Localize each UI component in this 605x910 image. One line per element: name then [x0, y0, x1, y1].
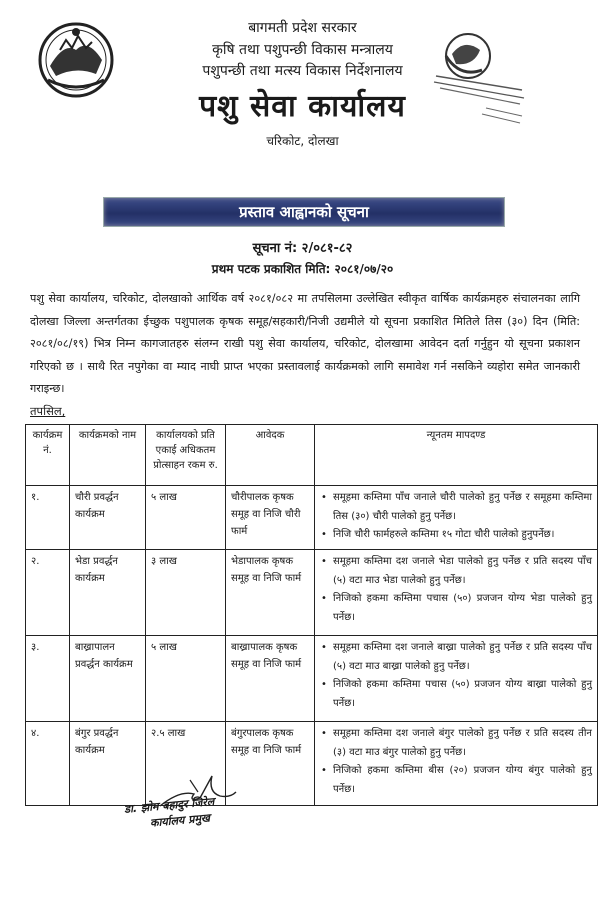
program-amount: ३ लाख	[146, 550, 226, 636]
program-criteria	[315, 722, 598, 806]
program-name: भेडा प्रवर्द्धन कार्यक्रम	[70, 550, 146, 636]
criteria-item: • निजि चौरी फार्महरुले कम्तिमा १५ गोटा चौरी पालेको हुनुपर्नेछ।	[330, 526, 592, 545]
signatory-name: डा. झोम बहादुर जिरेल	[123, 795, 215, 816]
program-table	[25, 424, 598, 806]
criteria-item: • निजिको हकमा कम्तिमा पचास (५०) प्रजजन योग्य भेडा पालेको हुनु पर्नेछ।	[330, 590, 592, 627]
row-number: ३.	[26, 636, 70, 722]
program-applicant: चौरीपालक कृषक समूह वा निजि चौरी फार्म	[226, 486, 315, 550]
table-header-row	[26, 425, 598, 486]
row-number: ४.	[26, 722, 70, 806]
col-header-applicant: आवेदक	[226, 425, 315, 486]
row-number: १.	[26, 486, 70, 550]
col-header-name: कार्यक्रमको नाम	[70, 425, 146, 486]
table-row	[26, 550, 598, 636]
criteria-item: • निजिको हकमा कम्तिमा बीस (२०) प्रजजन योग्य बंगुर पालेको हुनु पर्नेछ।	[330, 762, 592, 799]
criteria-item: • समूहमा कम्तिमा दश जनाले बंगुर पालेको हुनु पर्नेछ र प्रति सदस्य तीन (३) वटा माउ बंगुर पालेको हुनु पर्नेछ।	[330, 725, 592, 762]
table-row	[26, 486, 598, 550]
table-row	[26, 636, 598, 722]
details-label: तपसिल,	[30, 404, 66, 418]
notice-body: पशु सेवा कार्यालय, चरिकोट, दोलखाको आर्थिक वर्ष २०८१/०८२ मा तपसिलमा उल्लेखित स्वीकृत वार्षिक कार्यक्रमहरु संचालनका लागि दोलखा जिल्ला अन्तर्गतका ईच्छुक पशुपालक कृषक समूह/सहकारी/निजी उद्यमीले यो सूचना प्रकाशित मितिले तिस (३०) दिन (मिति: २०८१/०८/१९) भित्र निम्न कागजातहरु संलग्न राखी पशु सेवा कार्यालय, चरिकोट, दोलखामा आवेदन दर्ता गर्नुहुन यो सूचना प्रकाशन गरिएको छ । साथै रित नपुगेका वा म्याद नाघी प्राप्त भएका प्रस्तावलाई कार्यक्रमको लागि समावेश गर्न नसकिने व्यहोरा समेत जानकारी गराइन्छ।	[30, 292, 580, 395]
program-criteria	[315, 550, 598, 636]
col-header-no: कार्यक्रम नं.	[26, 425, 70, 486]
program-applicant: भेडापालक कृषक समूह वा निजि फार्म	[226, 550, 315, 636]
table-row	[26, 722, 598, 806]
program-amount: २.५ लाख	[146, 722, 226, 806]
col-header-criteria: न्यूनतम मापदण्ड	[315, 425, 598, 486]
program-name: बंगुर प्रवर्द्धन कार्यक्रम	[70, 722, 146, 806]
program-criteria	[315, 486, 598, 550]
program-applicant: बंगुरपालक कृषक समूह वा निजि फार्म	[226, 722, 315, 806]
publish-date: प्रथम पटक प्रकाशित मिति: २०८१/०७/२०	[211, 262, 394, 276]
header-province: बागमती प्रदेश सरकार	[248, 20, 357, 36]
header-directorate: पशुपन्छी तथा मत्स्य विकास निर्देशनालय	[202, 63, 403, 79]
signatory-role: कार्यालय प्रमुख	[149, 811, 211, 830]
notice-banner	[103, 197, 505, 227]
notice-number: सूचना नं: २/०८१-८२	[252, 241, 353, 256]
criteria-item: • समूहमा कम्तिमा दश जनाले भेडा पालेको हुनु पर्नेछ र प्रति सदस्य पाँच (५) वटा माउ भेडा पालेको हुनु पर्नेछ।	[330, 553, 592, 590]
program-name: बाख्रापालन प्रवर्द्धन कार्यक्रम	[70, 636, 146, 722]
criteria-item: • निजिको हकमा कम्तिमा पचास (५०) प्रजजन योग्य बाख्रा पालेको हुनु पर्नेछ।	[330, 676, 592, 713]
header-ministry: कृषि तथा पशुपन्छी विकास मन्त्रालय	[212, 42, 393, 58]
criteria-item: • समूहमा कम्तिमा दश जनाले बाख्रा पालेको हुनु पर्नेछ र प्रति सदस्य पाँच (५) वटा माउ बाख्रा पालेको हुनु पर्नेछ।	[330, 639, 592, 676]
office-address: चरिकोट, दोलखा	[266, 134, 339, 148]
program-criteria	[315, 636, 598, 722]
program-amount: ५ लाख	[146, 636, 226, 722]
criteria-item: • समूहमा कम्तिमा पाँच जनाले चौरी पालेको हुनु पर्नेछ र समूहमा कम्तिमा तिस (३०) चौरी पालेको हुनु पर्नेछ।	[330, 489, 592, 526]
program-name: चौरी प्रवर्द्धन कार्यक्रम	[70, 486, 146, 550]
notice-banner-title: प्रस्ताव आह्वानको सूचना	[239, 203, 369, 221]
program-amount: ५ लाख	[146, 486, 226, 550]
office-name: पशु सेवा कार्यालय	[199, 89, 406, 124]
col-header-amount: कार्यालयको प्रति एकाई अधिकतम प्रोत्साहन रकम रु.	[146, 425, 226, 486]
program-applicant: बाख्रापालक कृषक समूह वा निजि फार्म	[226, 636, 315, 722]
row-number: २.	[26, 550, 70, 636]
